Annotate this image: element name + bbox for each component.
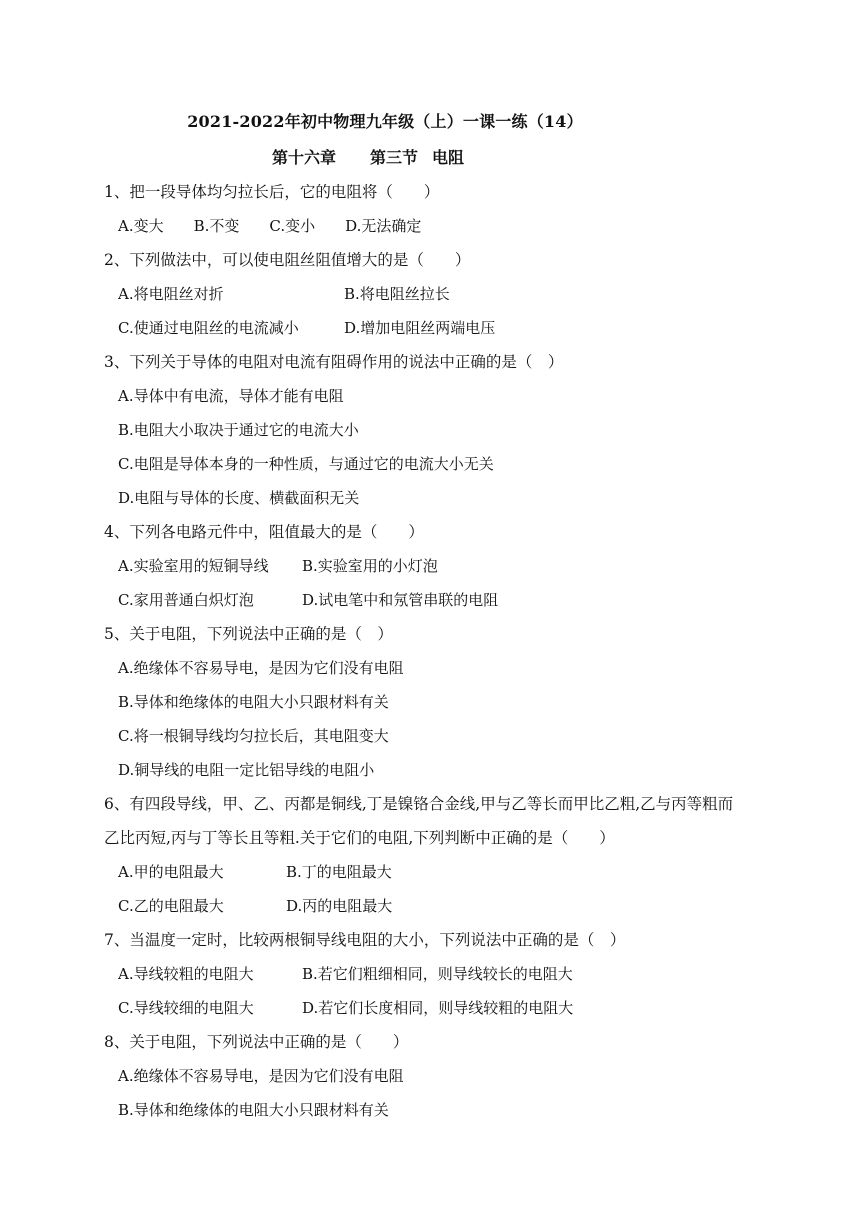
topic-label: 电阻 — [432, 148, 465, 167]
option-a: A.绝缘体不容易导电，是因为它们没有电阻 — [118, 659, 404, 677]
option-c: C.乙的电阻最大 — [118, 897, 224, 915]
question-stem: 8、关于电阻，下列说法中正确的是（ ） — [104, 1033, 409, 1051]
question-6 — [104, 787, 744, 923]
question-list — [104, 175, 744, 1127]
option-d: D.电阻与导体的长度、横截面积无关 — [118, 489, 360, 507]
option-c: C.家用普通白炽灯泡 — [118, 591, 254, 609]
option-b: B.电阻大小取决于通过它的电流大小 — [118, 421, 359, 439]
option-b: B.将电阻丝拉长 — [344, 285, 450, 303]
option-c: C.电阻是导体本身的一种性质，与通过它的电流大小无关 — [118, 455, 494, 473]
section-label: 第三节 — [370, 148, 419, 167]
options — [104, 957, 744, 1025]
options — [104, 277, 744, 345]
question-stem: 2、下列做法中，可以使电阻丝阻值增大的是（ ） — [104, 251, 471, 269]
options — [104, 651, 744, 787]
question-1 — [104, 175, 744, 243]
section-heading — [272, 145, 464, 168]
question-stem: 1、把一段导体均匀拉长后，它的电阻将（ ） — [104, 183, 440, 201]
option-d: D.铜导线的电阻一定比铝导线的电阻小 — [118, 761, 375, 779]
question-stem: 3、下列关于导体的电阻对电流有阻碍作用的说法中正确的是（ ） — [104, 353, 564, 371]
option-c: C.将一根铜导线均匀拉长后，其电阻变大 — [118, 727, 389, 745]
option-b: B.导体和绝缘体的电阻大小只跟材料有关 — [118, 693, 389, 711]
chapter-label: 第十六章 — [272, 148, 337, 167]
question-7 — [104, 923, 744, 1025]
options — [104, 1059, 744, 1127]
option-a: A.导线较粗的电阻大 — [118, 965, 254, 983]
question-8 — [104, 1025, 744, 1127]
question-stem: 4、下列各电路元件中，阻值最大的是（ ） — [104, 523, 424, 541]
option-c: C.导线较细的电阻大 — [118, 999, 254, 1017]
option-b: B.不变 — [193, 217, 240, 235]
option-a: A.将电阻丝对折 — [118, 285, 224, 303]
option-d: D.试电笔中和氖管串联的电阻 — [302, 591, 499, 609]
question-stem: 5、关于电阻，下列说法中正确的是（ ） — [104, 625, 393, 643]
question-5 — [104, 617, 744, 787]
question-3 — [104, 345, 744, 515]
option-d: D.增加电阻丝两端电压 — [344, 319, 496, 337]
option-a: A.绝缘体不容易导电，是因为它们没有电阻 — [118, 1067, 404, 1085]
option-d: D.若它们长度相同，则导线较粗的电阻大 — [302, 999, 574, 1017]
option-c: C.变小 — [269, 217, 316, 235]
option-a: A.导体中有电流，导体才能有电阻 — [118, 387, 344, 405]
option-c: C.使通过电阻丝的电流减小 — [118, 319, 299, 337]
options — [104, 379, 744, 515]
question-2 — [104, 243, 744, 345]
option-d: D.丙的电阻最大 — [286, 897, 393, 915]
option-d: D.无法确定 — [345, 217, 422, 235]
option-b: B.实验室用的小灯泡 — [302, 557, 438, 575]
options — [104, 855, 744, 923]
question-stem: 7、当温度一定时，比较两根铜导线电阻的大小，下列说法中正确的是（ ） — [104, 931, 626, 949]
question-stem: 6、有四段导线，甲、乙、丙都是铜线,丁是镍铬合金线,甲与乙等长而甲比乙粗,乙与丙等粗而乙比丙短,丙与丁等长且等粗.关于它们的电阻,下列判断中正确的是（ ） — [104, 795, 734, 847]
options — [104, 209, 744, 243]
option-b: B.若它们粗细相同，则导线较长的电阻大 — [302, 965, 573, 983]
question-4 — [104, 515, 744, 617]
option-b: B.导体和绝缘体的电阻大小只跟材料有关 — [118, 1101, 389, 1119]
page-title: 2021-2022年初中物理九年级（上）一课一练（14） — [187, 112, 583, 131]
option-a: A.实验室用的短铜导线 — [118, 557, 269, 575]
option-a: A.变大 — [118, 217, 164, 235]
options — [104, 549, 744, 617]
option-b: B.丁的电阻最大 — [286, 863, 392, 881]
option-a: A.甲的电阻最大 — [118, 863, 224, 881]
